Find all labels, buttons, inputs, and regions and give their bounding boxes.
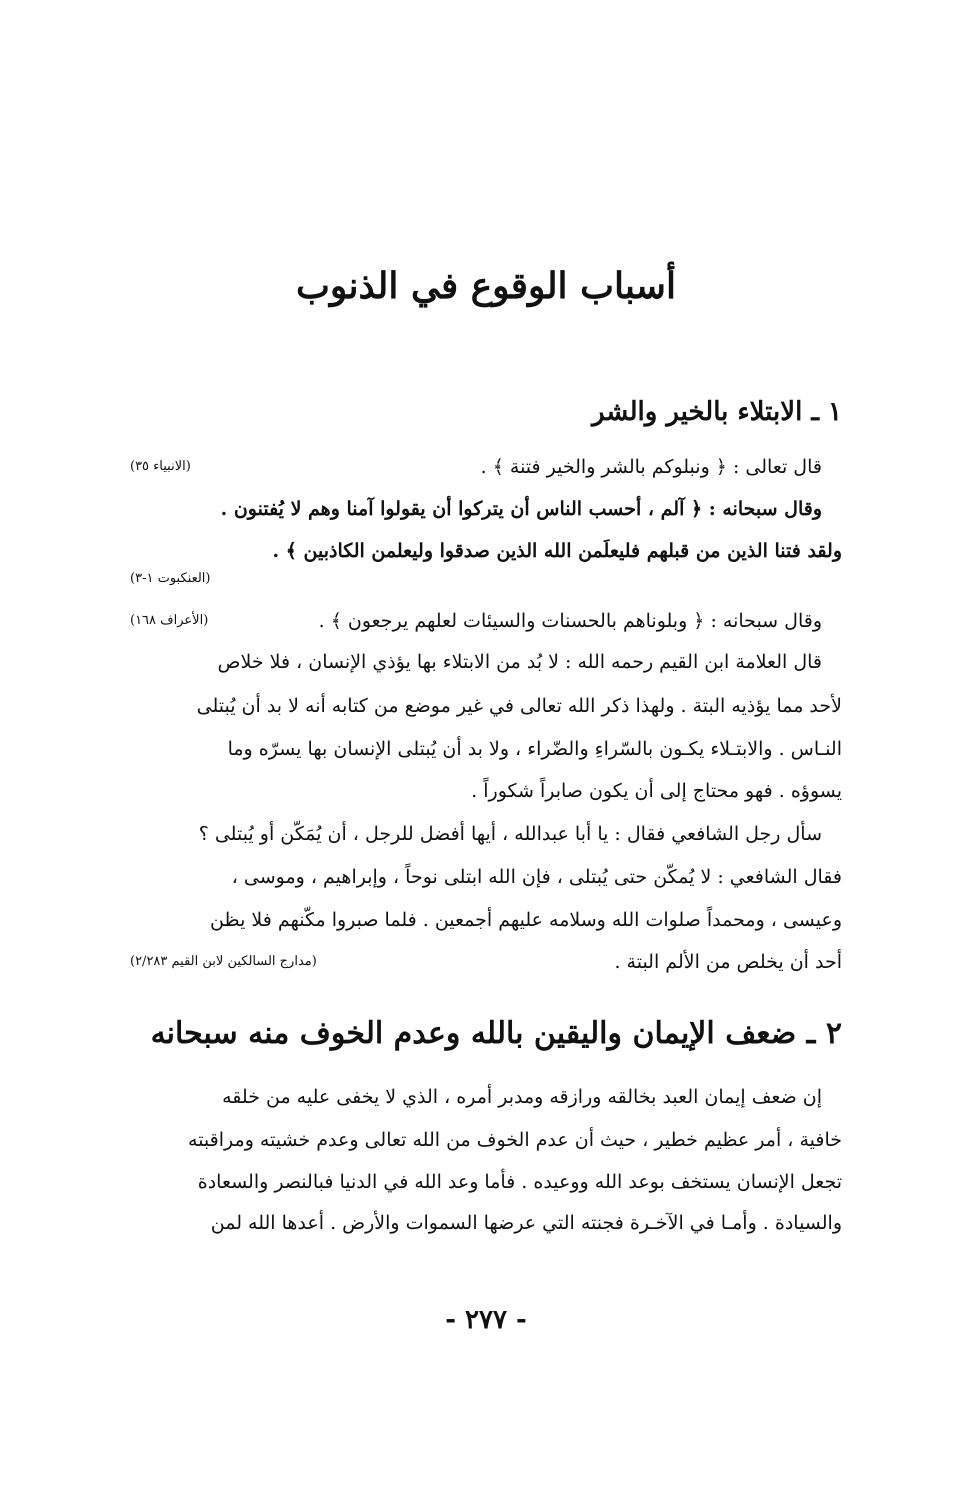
page-number: - ٢٧٧ - xyxy=(445,1305,527,1335)
section-1-line: وعيسى ، ومحمداً صلوات الله وسلامه عليهم أجمعين . فلما صبروا مكّنهم فلا يظن xyxy=(210,909,842,931)
section-1-line: وقال سبحانه : ﴿ آلم ، أحسب الناس أن يتركوا أن يقولوا آمنا وهم لا يُفتنون . xyxy=(220,498,822,520)
section-2-line: إن ضعف إيمان العبد بخالقه ورازقه ومدبر أمره ، الذي لا يخفى عليه من خلقه xyxy=(222,1086,822,1108)
section-1-line: يسوؤه . فهو محتاج إلى أن يكون صابراً شكوراً . xyxy=(471,780,842,802)
section-1-line: قال العلامة ابن القيم رحمه الله : لا بُد من الابتلاء بها يؤذي الإنسان ، فلا خلاص xyxy=(217,651,822,673)
verse-reference: (الأعراف ١٦٨) xyxy=(130,613,209,628)
section-1-line: فقال الشافعي : لا يُمكّن حتى يُبتلى ، فإن الله ابتلى نوحاً ، وإبراهيم ، وموسى ، xyxy=(231,866,842,888)
quote-reference: (مدارج السالكين لابن القيم ٢/٢٨٣) xyxy=(130,954,317,969)
book-page xyxy=(130,0,842,1485)
section-1-line xyxy=(130,447,822,487)
verse-reference: (العنكبوت ١-٣) xyxy=(130,571,211,586)
verse-text: قال تعالى : ﴿ ونبلوكم بالشر والخير فتنة ﴾ . xyxy=(480,456,822,478)
section-1-line: لأحد مما يؤذيه البتة . ولهذا ذكر الله تعالى في غير موضع من كتابه أنه لا بد أن يُبتلى xyxy=(196,695,842,717)
quote-text: أحد أن يخلص من الألم البتة . xyxy=(614,951,842,973)
section-1-heading: ١ ـ الابتلاء بالخير والشر xyxy=(592,397,842,427)
section-2-line: خافية ، أمر عظيم خطير ، حيث أن عدم الخوف من الله تعالى وعدم خشيته ومراقبته xyxy=(188,1129,842,1151)
section-2-line: تجعل الإنسان يستخف بوعد الله ووعيده . فأما وعد الله في الدنيا فبالنصر والسعادة xyxy=(197,1171,842,1193)
verse-text: وقال سبحانه : ﴿ وبلوناهم بالحسنات والسيئات لعلهم يرجعون ﴾ . xyxy=(318,610,822,632)
chapter-title: أسباب الوقوع في الذنوب xyxy=(296,265,676,307)
section-1-line xyxy=(130,601,822,641)
section-2-heading: ٢ ـ ضعف الإيمان واليقين بالله وعدم الخوف منه سبحانه xyxy=(150,1016,842,1051)
section-1-line: النـاس . والابتـلاء يكـون بالسّراءِ والضّراء ، ولا بد أن يُبتلى الإنسان بها يسرّه وما xyxy=(227,738,842,760)
verse-reference: (الانبياء ٣٥) xyxy=(130,459,191,474)
section-1-line xyxy=(130,942,842,982)
section-2-line: والسيادة . وأمـا في الآخـرة فجنته التي عرضها السموات والأرض . أعدها الله لمن xyxy=(210,1212,842,1234)
section-1-line: سأل رجل الشافعي فقال : يا أبا عبدالله ، أيها أفضل للرجل ، أن يُمَكّن أو يُبتلى ؟ xyxy=(198,823,822,845)
section-1-line: ولقد فتنا الذين من قبلهم فليعلَمن الله الذين صدقوا وليعلمن الكاذبين ﴾ . xyxy=(272,540,842,562)
